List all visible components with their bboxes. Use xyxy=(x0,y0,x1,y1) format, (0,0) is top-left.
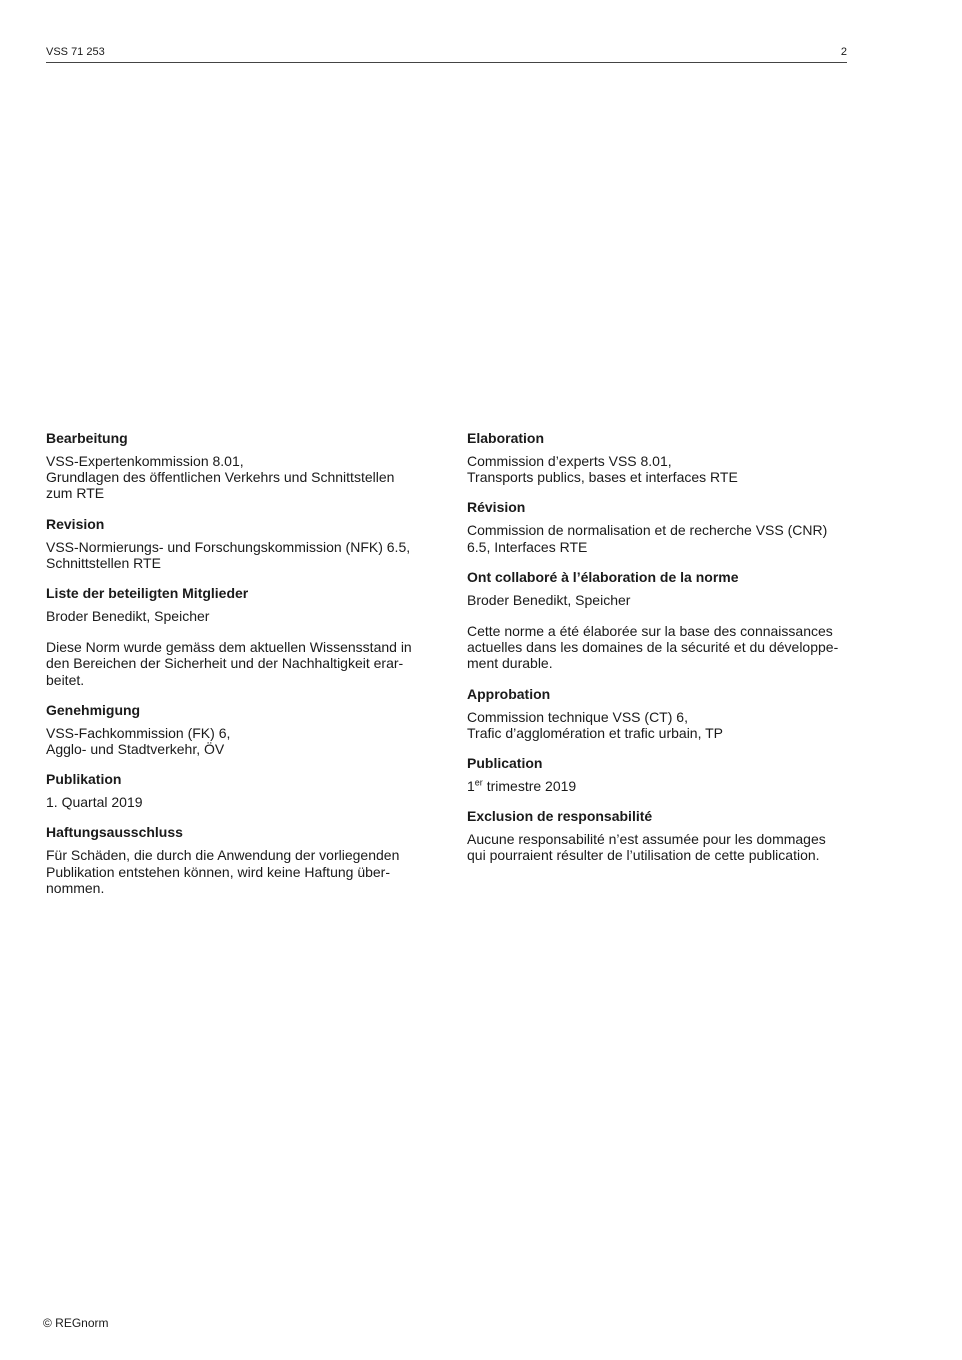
section-text: Commission de normalisation et de recherche VSS (CNR) 6.5, Interfaces RTE xyxy=(467,522,828,555)
publication-number: 1 xyxy=(467,778,475,795)
section-exclusion xyxy=(467,808,852,863)
section-revision-fr xyxy=(467,499,852,554)
section-title: Haftungsausschluss xyxy=(46,824,183,841)
publication-text: trimestre 2019 xyxy=(482,778,577,795)
section-text xyxy=(467,778,852,794)
section-title: Exclusion de responsabilité xyxy=(467,808,653,825)
document-id: VSS 71 253 xyxy=(46,46,105,58)
copyright-footer: © REGnorm xyxy=(43,1316,109,1330)
section-title: Genehmigung xyxy=(46,701,141,718)
section-title: Bearbeitung xyxy=(46,430,128,446)
section-title: Ont collaboré à l’élaboration de la norme xyxy=(467,568,739,585)
section-title: Révision xyxy=(467,499,526,516)
section-title: Revision xyxy=(46,515,105,532)
section-text: VSS-Fachkommission (FK) 6, Agglo- und Stadtverkehr, ÖV xyxy=(46,724,231,758)
section-text: Commission d’experts VSS 8.01, Transports publics, bases et interfaces RTE xyxy=(467,453,738,486)
french-column xyxy=(467,430,852,864)
section-bearbeitung xyxy=(46,430,431,502)
section-publikation xyxy=(46,771,431,810)
section-text: Commission technique VSS (CT) 6, Trafic d’agglomération et trafic urbain, TP xyxy=(467,708,724,741)
section-haftung xyxy=(46,824,431,896)
section-revision xyxy=(46,516,431,571)
section-text: VSS-Normierungs- und Forschungskommission (NFK) 6.5, Schnittstellen RTE xyxy=(46,538,411,571)
german-column xyxy=(46,430,431,896)
section-text: Für Schäden, die durch die Anwendung der vorliegenden Publikation entstehen können, wird keine Haftung über- nommen. xyxy=(46,847,400,896)
section-text: Broder Benedikt, Speicher xyxy=(46,608,210,625)
section-text: Aucune responsabilité n’est assumée pour les dommages qui pourraient résulter de l’utilisation de cette publication. xyxy=(467,831,826,864)
knowledge-statement: Diese Norm wurde gemäss dem aktuellen Wissensstand in den Bereichen der Sicherheit und der Nachhaltigkeit erar- beitet. xyxy=(46,639,412,688)
section-approbation xyxy=(467,686,852,741)
publication-superscript: er xyxy=(474,777,483,788)
section-title: Publication xyxy=(467,755,543,772)
knowledge-statement: Cette norme a été élaborée sur la base des connaissances actuelles dans les domaines de la sécurité et du développe- ment durable. xyxy=(467,623,839,672)
section-title: Publikation xyxy=(46,771,122,788)
section-mitglieder xyxy=(46,585,431,688)
section-text: 1. Quartal 2019 xyxy=(46,794,143,811)
page-header xyxy=(46,44,847,63)
page-number: 2 xyxy=(840,46,847,58)
section-text: VSS-Expertenkommission 8.01, Grundlagen des öffentlichen Verkehrs und Schnittstellen zum RTE xyxy=(46,453,395,502)
section-title: Elaboration xyxy=(467,430,545,446)
section-text: Broder Benedikt, Speicher xyxy=(467,591,631,608)
section-elaboration xyxy=(467,430,852,485)
section-collabore xyxy=(467,569,852,672)
section-title: Liste der beteiligten Mitglieder xyxy=(46,585,249,602)
section-genehmigung xyxy=(46,702,431,757)
section-title: Approbation xyxy=(467,685,551,702)
section-publication xyxy=(467,755,852,794)
